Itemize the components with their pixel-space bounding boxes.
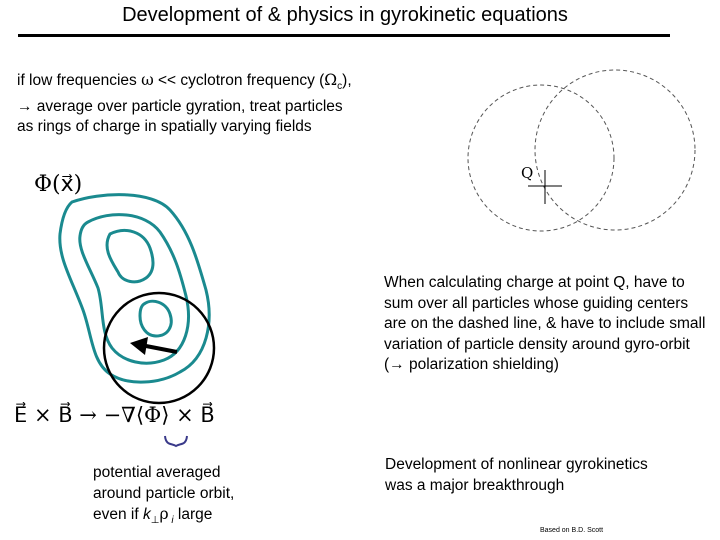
rho-symbol: ρ	[159, 505, 169, 523]
subscript-c: c	[337, 81, 343, 93]
guiding-center-circle	[468, 85, 614, 231]
subscript-i: i	[168, 515, 174, 527]
brace-icon	[165, 436, 187, 446]
orbit-average-line-3-post: large	[173, 506, 213, 523]
exb-lhs: E⃗ × B⃗	[14, 403, 73, 427]
nonlinear-note-line-1: Development of nonlinear gyrokinetics	[385, 456, 648, 473]
charge-at-q-text: When calculating charge at point Q, have to sum over all particles whose guiding centers are on the dashed line, & have to include small variation of particle density around gyro-orbit (	[384, 274, 706, 373]
potential-label: Φ(x⃗)	[34, 172, 83, 197]
credit-text: Based on B.D. Scott	[540, 527, 604, 534]
intro-line-1-post: ),	[342, 72, 352, 89]
orbit-average-note	[93, 463, 283, 532]
intro-line-1-mid: << cyclotron frequency (	[153, 72, 325, 89]
omega-capital-symbol: Ω	[324, 71, 338, 89]
nonlinear-note-line-2: was a major breakthrough	[385, 476, 565, 494]
orbit-average-line-3	[93, 504, 283, 532]
intro-line-2-text: average over particle gyration, treat particles	[32, 98, 343, 116]
exb-equation	[14, 403, 215, 427]
exb-rhs: −∇⟨Φ⟩ × B⃗	[103, 403, 215, 427]
point-q-label: Q	[521, 164, 534, 182]
contour-outer	[60, 195, 209, 382]
charge-at-q-note	[384, 273, 714, 376]
charge-at-q-tail: polarization shielding)	[404, 356, 559, 373]
contour-inner	[107, 230, 153, 281]
arrow-icon: →	[17, 98, 33, 116]
omega-symbol: ω	[141, 71, 154, 89]
orbit-average-line-3-pre: even if	[93, 506, 143, 523]
exb-arrow: →	[72, 403, 104, 427]
nonlinear-gyrokinetics-note	[385, 455, 715, 496]
orbit-average-line-2: around particle orbit,	[93, 484, 235, 502]
page-title: Development of & physics in gyrokinetic equations	[122, 4, 568, 26]
contour-middle	[80, 215, 189, 364]
k-symbol: k	[142, 506, 151, 523]
arrow-icon: →	[389, 356, 405, 373]
orbit-average-line-1: potential averaged	[93, 464, 221, 481]
intro-line-1-pre: if low frequencies	[17, 72, 142, 89]
intro-line-3: as rings of charge in spatially varying fields	[17, 118, 312, 136]
potential-contours	[60, 195, 209, 382]
contour-core	[140, 301, 171, 336]
perp-symbol: ⊥	[150, 515, 160, 527]
drift-arrow-icon	[130, 337, 177, 355]
gyro-orbit-circle	[535, 70, 695, 230]
